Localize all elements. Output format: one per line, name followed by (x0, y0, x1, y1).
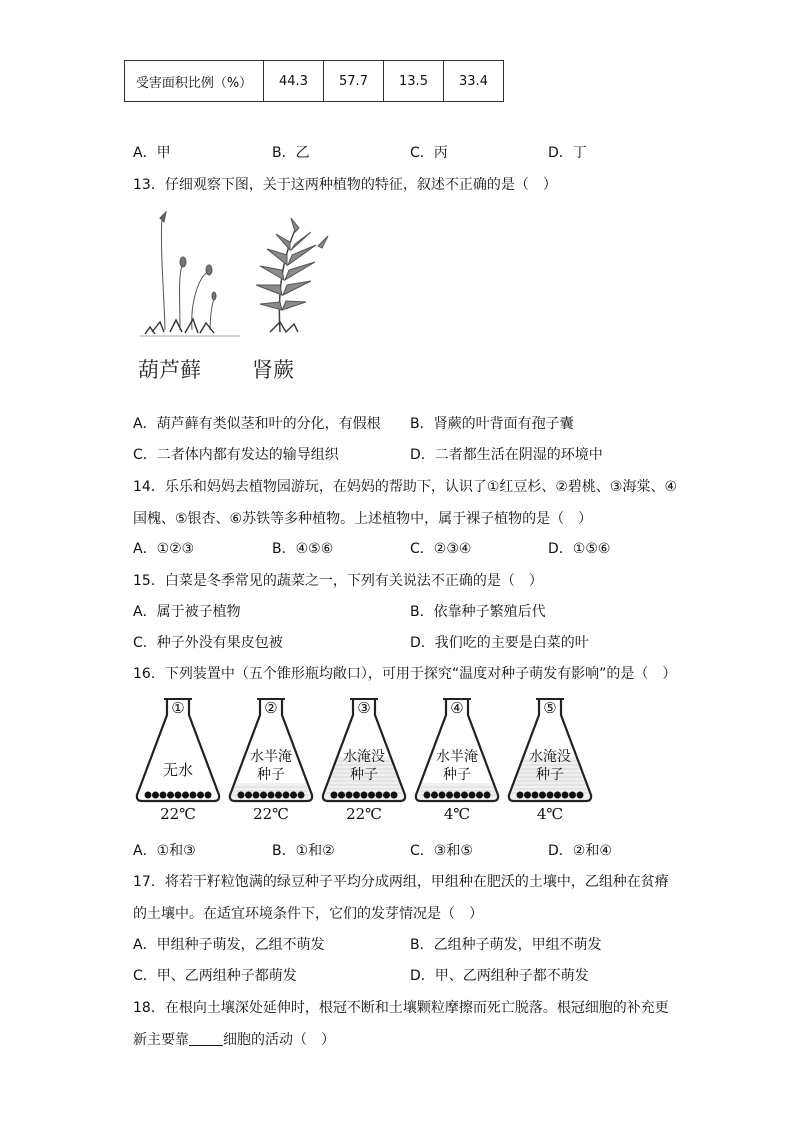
q15-option-b: B．依靠种子繁殖后代 (410, 604, 546, 620)
seed (145, 792, 152, 799)
seed (167, 792, 174, 799)
seed (331, 792, 338, 799)
seed (577, 792, 584, 799)
flask-label: 种子 (350, 767, 378, 783)
flask-temperature: 4℃ (443, 805, 471, 823)
seed (517, 792, 524, 799)
q15-stem: 15．白菜是冬季常见的蔬菜之一，下列有关说法不正确的是（ ） (133, 573, 543, 589)
answer-blank (189, 1031, 223, 1046)
q15-option-a: A．属于被子植物 (133, 604, 241, 620)
seed (353, 792, 360, 799)
seed (484, 792, 491, 799)
plant-label-fern: 肾蕨 (252, 358, 294, 382)
q15-option-c: C．种子外没有果皮包被 (133, 635, 283, 651)
seed (391, 792, 398, 799)
seed (562, 792, 569, 799)
q18-stem-pre: 新主要靠 (133, 1032, 189, 1048)
seed (424, 792, 431, 799)
flask-label: 水半淹 (250, 749, 292, 765)
table-row-label: 受害面积比例（%） (125, 61, 264, 102)
seed (368, 792, 375, 799)
seed (539, 792, 546, 799)
seed (454, 792, 461, 799)
flask-label: 种子 (443, 767, 471, 783)
flask-temperature: 22℃ (346, 805, 382, 823)
seed (160, 792, 167, 799)
q16-stem: 16．下列装置中（五个锥形瓶均敞口），可用于探究“温度对种子萌发有影响”的是（ ） (133, 666, 677, 682)
seed (205, 792, 212, 799)
q14-option-a: A．①②③ (133, 541, 195, 557)
seed (253, 792, 260, 799)
seed (554, 792, 561, 799)
seed (338, 792, 345, 799)
q14-option-b: B．④⑤⑥ (272, 541, 334, 557)
flask-number: ③ (357, 699, 371, 717)
flask (509, 699, 591, 823)
table-row (125, 61, 504, 102)
seed (446, 792, 453, 799)
flask (416, 699, 498, 823)
seed (431, 792, 438, 799)
q14-option-c: C．②③④ (410, 541, 472, 557)
seed (383, 792, 390, 799)
flask-number: ④ (450, 699, 464, 717)
q12-option-a: A．甲 (133, 145, 171, 161)
q13-option-c: C．二者体内都有发达的输导组织 (133, 447, 339, 463)
seed (197, 792, 204, 799)
flask-number: ② (264, 699, 278, 717)
flask (323, 699, 405, 823)
flask-number: ① (171, 699, 185, 717)
moss-drawing (140, 212, 240, 336)
flask-label: 水半淹 (436, 749, 478, 765)
seed (298, 792, 305, 799)
flask (137, 699, 219, 823)
seed (238, 792, 245, 799)
q13-option-b: B．肾蕨的叶背面有孢子囊 (410, 416, 574, 432)
q17-option-b: B．乙组种子萌发，甲组不萌发 (410, 937, 602, 953)
seed (439, 792, 446, 799)
q14-stem-line2: 国槐、⑤银杏、⑥苏铁等多种植物。上述植物中，属于裸子植物的是（ ） (133, 511, 593, 527)
seed (268, 792, 275, 799)
table-cell: 57.7 (324, 61, 384, 102)
seed (476, 792, 483, 799)
q13-stem: 13．仔细观察下图，关于这两种植物的特征，叙述不正确的是（ ） (133, 177, 557, 193)
seed (532, 792, 539, 799)
q16-option-b: B．①和② (272, 843, 335, 859)
damage-area-table (124, 60, 504, 102)
q18-stem-line2 (133, 1029, 335, 1049)
flask-temperature: 22℃ (253, 805, 289, 823)
table-cell: 33.4 (444, 61, 504, 102)
flask-label: 水淹没 (343, 749, 385, 765)
seed (361, 792, 368, 799)
q17-option-d: D．甲、乙两组种子都不萌发 (410, 968, 589, 984)
table-cell: 44.3 (264, 61, 324, 102)
flask-temperature: 22℃ (160, 805, 196, 823)
seed (182, 792, 189, 799)
flask-label: 无水 (162, 761, 194, 779)
seed (547, 792, 554, 799)
q12-option-d: D．丁 (548, 145, 587, 161)
q14-stem-line1: 14．乐乐和妈妈去植物园游玩，在妈妈的帮助下，认识了①红豆杉、②碧桃、③海棠、④ (133, 479, 678, 495)
fern-drawing (256, 218, 328, 332)
plant-illustration (130, 210, 340, 342)
q13-option-a: A．葫芦藓有类似茎和叶的分化，有假根 (133, 416, 381, 432)
flask-temperature: 4℃ (536, 805, 564, 823)
q17-option-c: C．甲、乙两组种子都萌发 (133, 968, 297, 984)
q16-option-a: A．①和③ (133, 843, 196, 859)
seed (469, 792, 476, 799)
flask-label: 种子 (536, 767, 564, 783)
q17-stem-line2: 的土壤中。在适宜环境条件下，它们的发芽情况是（ ） (133, 906, 483, 922)
seed (283, 792, 290, 799)
q12-option-b: B．乙 (272, 145, 310, 161)
seed (346, 792, 353, 799)
flask-label: 种子 (257, 767, 285, 783)
table-cell: 13.5 (384, 61, 444, 102)
seed (190, 792, 197, 799)
seed (461, 792, 468, 799)
flask (230, 699, 312, 823)
q16-option-d: D．②和④ (548, 843, 612, 859)
seed (376, 792, 383, 799)
q13-option-d: D．二者都生活在阴湿的环境中 (410, 447, 603, 463)
q17-stem-line1: 17．将若干籽粒饱满的绿豆种子平均分成两组，甲组种在肥沃的土壤中，乙组种在贫瘠 (133, 874, 669, 890)
q17-option-a: A．甲组种子萌发，乙组不萌发 (133, 937, 325, 953)
seed (569, 792, 576, 799)
q18-stem-post: 细胞的活动（ ） (223, 1032, 335, 1048)
seed (152, 792, 159, 799)
flask-diagram (130, 695, 600, 825)
seed (524, 792, 531, 799)
plant-label-moss: 葫芦藓 (138, 358, 201, 382)
q16-option-c: C．③和⑤ (410, 843, 473, 859)
q14-option-d: D．①⑤⑥ (548, 541, 611, 557)
flask-number: ⑤ (543, 699, 557, 717)
seed (175, 792, 182, 799)
seed (245, 792, 252, 799)
flask-label: 水淹没 (529, 749, 571, 765)
seed (260, 792, 267, 799)
q12-option-c: C．丙 (410, 145, 448, 161)
q18-stem-line1: 18．在根向土壤深处延伸时，根冠不断和土壤颗粒摩擦而死亡脱落。根冠细胞的补充更 (133, 1000, 669, 1016)
seed (290, 792, 297, 799)
q15-option-d: D．我们吃的主要是白菜的叶 (410, 635, 589, 651)
seed (275, 792, 282, 799)
